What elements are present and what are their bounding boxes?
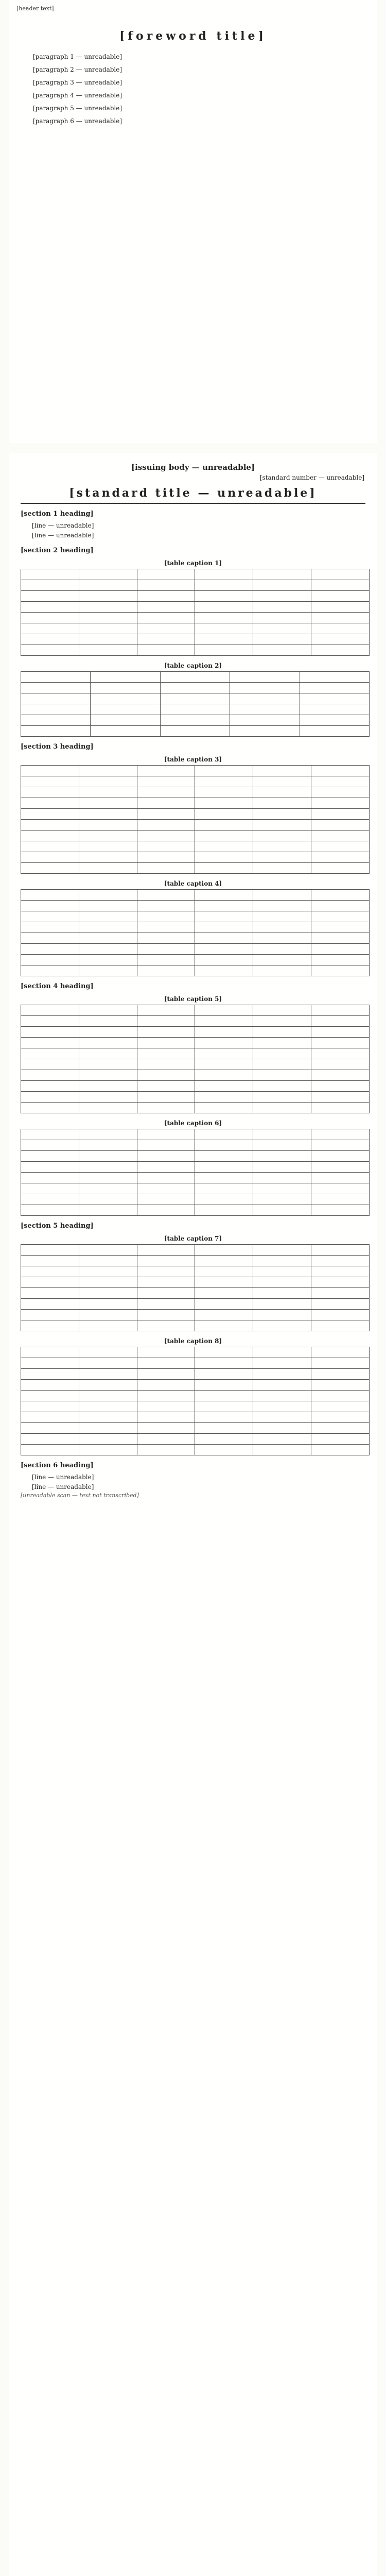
- table-caption: [table caption 3]: [164, 756, 222, 763]
- data-table: [21, 1005, 370, 1113]
- table-caption: [table caption 4]: [164, 880, 222, 887]
- data-table: [21, 889, 370, 976]
- table-caption: [table caption 6]: [164, 1120, 222, 1127]
- foreword-page: [9, 0, 377, 443]
- section-heading: [section 1 heading]: [21, 510, 94, 518]
- placeholder-note: [unreadable scan — text not transcribed]: [21, 1492, 139, 1499]
- table-caption: [table caption 7]: [164, 1235, 222, 1242]
- standard-body: [9, 453, 377, 2576]
- data-table: [21, 671, 370, 737]
- table-caption: [table caption 1]: [164, 560, 222, 567]
- section-heading: [section 3 heading]: [21, 743, 94, 751]
- foreword-paragraph: [paragraph 6 — unreadable]: [33, 117, 122, 125]
- section-heading: [section 5 heading]: [21, 1222, 94, 1230]
- section-heading: [section 6 heading]: [21, 1462, 94, 1469]
- data-table: [21, 1129, 370, 1216]
- table-caption: [table caption 8]: [164, 1337, 222, 1345]
- foreword-paragraph: [paragraph 3 — unreadable]: [33, 79, 122, 86]
- data-table: [21, 569, 370, 656]
- data-table: [21, 1347, 370, 1455]
- foreword-paragraph: [paragraph 2 — unreadable]: [33, 66, 122, 73]
- body-line: [line — unreadable]: [32, 532, 94, 539]
- table-caption: [table caption 2]: [164, 662, 222, 669]
- publisher: [issuing body — unreadable]: [131, 463, 255, 472]
- standard-code: [standard number — unreadable]: [259, 474, 364, 481]
- body-line: [line — unreadable]: [32, 522, 94, 529]
- table-caption: [table caption 5]: [164, 995, 222, 1003]
- standard-title: [standard title — unreadable]: [69, 486, 317, 500]
- foreword-paragraph: [paragraph 4 — unreadable]: [33, 92, 122, 99]
- title-rule: [21, 503, 365, 504]
- foreword-paragraph: [paragraph 5 — unreadable]: [33, 105, 122, 112]
- data-table: [21, 1244, 370, 1331]
- body-line: [line — unreadable]: [32, 1483, 94, 1490]
- page-header: [header text]: [16, 5, 54, 12]
- body-line: [line — unreadable]: [32, 1473, 94, 1481]
- section-heading: [section 4 heading]: [21, 982, 94, 990]
- foreword-paragraph: [paragraph 1 — unreadable]: [33, 53, 122, 60]
- data-table: [21, 765, 370, 874]
- foreword-title: [foreword title]: [119, 29, 267, 43]
- section-heading: [section 2 heading]: [21, 547, 94, 554]
